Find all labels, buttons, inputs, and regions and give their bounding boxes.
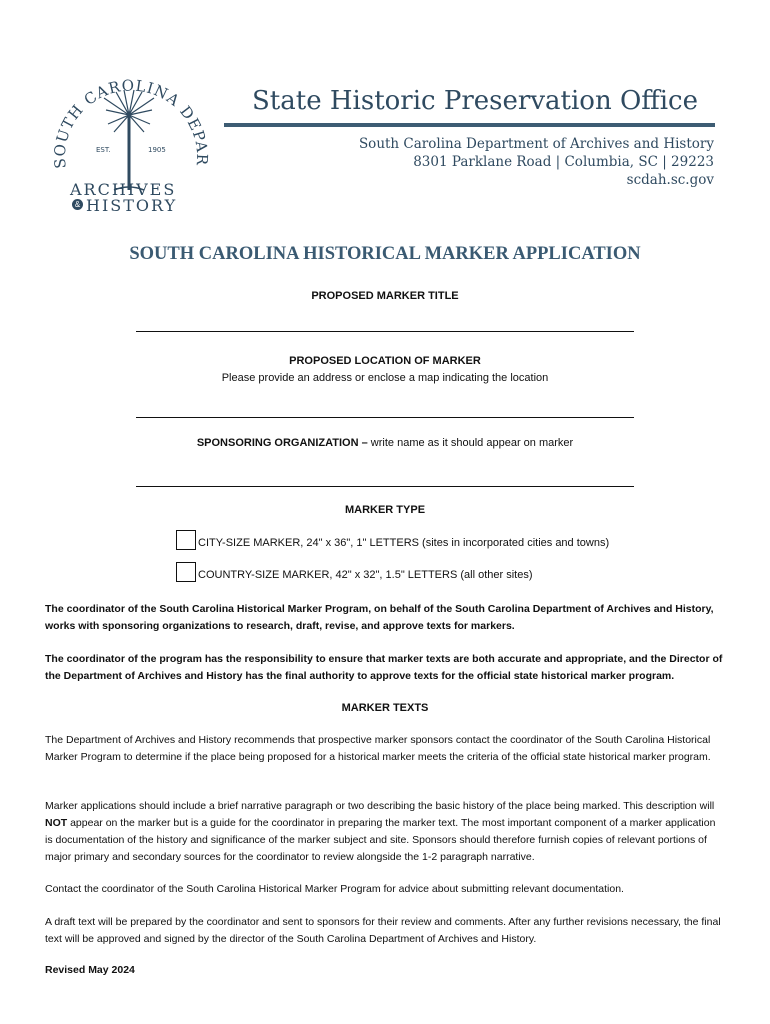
recommendation-paragraph: The Department of Archives and History recommends that prospective marker sponsors contact the coordinator of the South Carolina Historical Marker Program to determine if the place being proposed for a historical marker meets the criteria of the official state historical marker program.	[45, 734, 711, 763]
draft-text-paragraph: A draft text will be prepared by the coordinator and sent to sponsors for their review and comments. After any further revisions necessary, the final text will be approved and signed by the director of the South Carolina Department of Archives and History.	[45, 916, 721, 945]
est-label: EST.	[96, 146, 111, 154]
contact-paragraph: Contact the coordinator of the South Carolina Historical Marker Program for advice about submitting relevant documentation.	[45, 883, 624, 895]
logo-archives-text: ARCHIVES	[70, 180, 177, 199]
website-link[interactable]: scdah.sc.gov	[626, 172, 714, 188]
marker-type-label: MARKER TYPE	[344, 504, 426, 516]
office-title: State Historic Preservation Office	[252, 86, 698, 116]
coordinator-paragraph: The coordinator of the South Carolina Historical Marker Program, on behalf of the South Carolina Department of Archives and History, works with sponsoring organizations to research, draft, revise, and approve texts for markers.	[45, 603, 714, 632]
responsibility-paragraph: The coordinator of the program has the responsibility to ensure that marker texts are both accurate and appropriate, and the Director of the Department of Archives and History has the final authority to approve texts for the official state historical marker program.	[45, 653, 723, 682]
logo-ampersand: &	[72, 199, 83, 210]
sponsor-label-row	[0, 437, 770, 449]
seal-ring-text: SOUTH CAROLINA DEPAR	[50, 76, 212, 170]
palmetto-tree-icon	[104, 90, 154, 190]
location-hint: Please provide an address or enclose a map indicating the location	[221, 372, 549, 384]
marker-title-label: PROPOSED MARKER TITLE	[311, 290, 459, 302]
sponsor-hint: write name as it should appear on marker	[370, 437, 574, 449]
revised-date: Revised May 2024	[45, 964, 135, 976]
applications-text-b: appear on the marker but is a guide for the coordinator in preparing the marker text. The most important component of a marker application is documentation of the history and significance of the marker subject and site. Sponsors should therefore furnish copies of relevant portions of major primary and secondary sources for the coordinator to review alongside the 1-2 paragraph narrative.	[45, 817, 716, 863]
applications-text-a: Marker applications should include a brief narrative paragraph or two describing the basic history of the place being marked. This description will	[45, 800, 715, 812]
applications-paragraph	[45, 798, 725, 866]
header-divider	[224, 123, 715, 127]
sponsor-label: SPONSORING ORGANIZATION –	[196, 437, 368, 449]
form-title: SOUTH CAROLINA HISTORICAL MARKER APPLICATION	[129, 244, 641, 264]
est-year: 1905	[148, 146, 166, 154]
location-field[interactable]	[136, 417, 634, 418]
marker-title-field[interactable]	[136, 331, 634, 332]
city-size-label: CITY-SIZE MARKER, 24" x 36", 1" LETTERS (sites in incorporated cities and towns)	[198, 537, 610, 549]
location-label: PROPOSED LOCATION OF MARKER	[289, 355, 481, 367]
not-emphasis: NOT	[45, 817, 68, 829]
country-size-checkbox[interactable]	[176, 562, 196, 582]
sponsor-field[interactable]	[136, 486, 634, 487]
street-address: 8301 Parklane Road | Columbia, SC | 29223	[413, 154, 714, 170]
logo-history-text: HISTORY	[86, 196, 178, 215]
department-name: South Carolina Department of Archives and History	[358, 136, 714, 152]
city-size-checkbox[interactable]	[176, 530, 196, 550]
marker-texts-heading: MARKER TEXTS	[341, 702, 429, 714]
country-size-label: COUNTRY-SIZE MARKER, 42" x 32", 1.5" LETTERS (all other sites)	[198, 569, 533, 581]
